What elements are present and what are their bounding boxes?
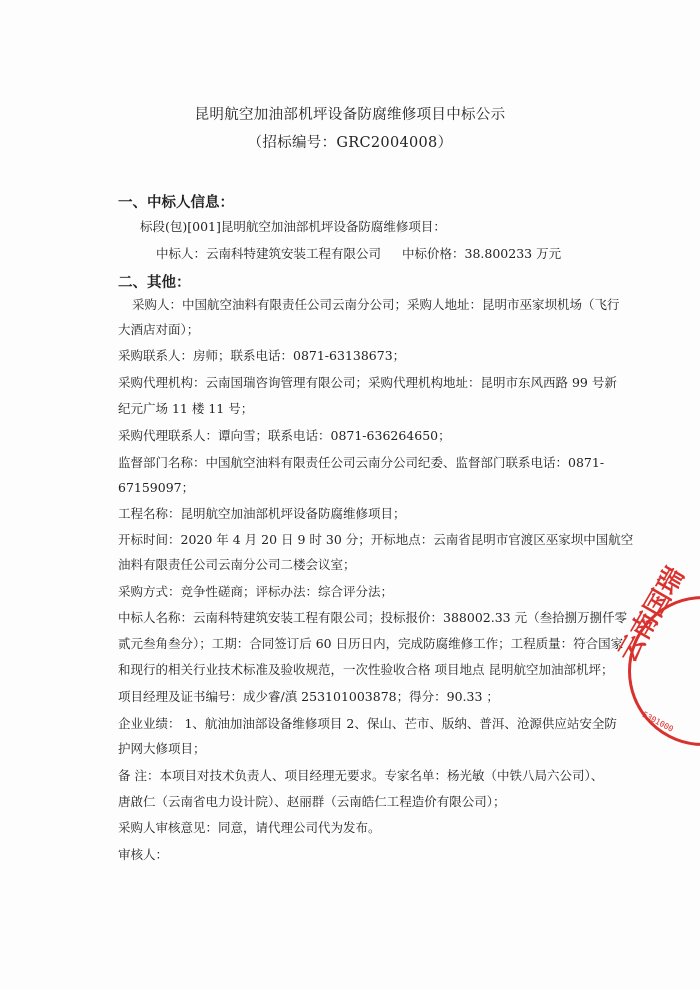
lot-line: 标段(包)[001]昆明航空加油部机坪设备防腐维修项目： (140, 219, 446, 234)
body-line: 采购联系人：房师；联系电话：0871-63138673； (118, 348, 406, 363)
official-seal-number: 5301000 (640, 710, 675, 734)
official-seal-text: 云南国瑞 (612, 562, 691, 668)
body-line: 大酒店对面）； (118, 322, 200, 337)
body-line: 采购人审核意见：同意，请代理公司代为发布。 (118, 820, 381, 835)
document-subtitle: （招标编号：GRC2004008） (247, 135, 453, 151)
section-heading-winner: 一、中标人信息： (118, 195, 234, 211)
body-line: 采购代理机构：云南国瑞咨询管理有限公司；采购代理机构地址：昆明市东风西路 99 号新 (118, 375, 617, 390)
body-line: 监督部门名称：中国航空油料有限责任公司云南分公司纪委、监督部门联系电话：0871- (118, 455, 605, 470)
price-line: 中标价格：38.800233 万元 (402, 246, 562, 261)
body-line: 开标时间：2020 年 4 月 20 日 9 时 30 分；开标地点：云南省昆明市官渡区巫家坝中国航空 (118, 532, 634, 547)
body-line: 护网大修项目； (118, 741, 206, 756)
body-line: 纪元广场 11 楼 11 号； (118, 401, 254, 416)
body-line: 67159097； (118, 480, 195, 495)
body-line: 采购代理联系人：谭向雪；联系电话：0871-636264650； (118, 428, 451, 443)
body-line: 唐啟仁（云南省电力设计院）、赵丽群（云南皓仁工程造价有限公司）； (118, 794, 506, 809)
body-line: 采购人：中国航空油料有限责任公司云南分公司；采购人地址：昆明市巫家坝机场（飞行 (132, 297, 620, 312)
body-line: 和现行的相关行业技术标准及验收规范，一次性验收合格 项目地点 昆明航空加油部机坪； (118, 662, 614, 677)
body-line: 中标人名称：云南科特建筑安装工程有限公司；投标报价：388002.33 元（叁拾捌万捌仟零 (118, 610, 628, 625)
body-line: 企业业绩： 1、航油加油部设备维修项目 2、保山、芒市、版纳、普洱、沧源供应站安全防 (118, 716, 617, 731)
document-title: 昆明航空加油部机坪设备防腐维修项目中标公示 (194, 107, 506, 123)
body-line: 工程名称：昆明航空加油部机坪设备防腐维修项目； (118, 506, 406, 521)
body-line: 备 注：本项目对技术负责人、项目经理无要求。专家名单：杨光敏（中铁八局六公司）、 (118, 768, 604, 783)
body-line: 采购方式：竞争性磋商；评标办法：综合评分法； (118, 584, 394, 599)
body-line: 审核人： (118, 847, 169, 862)
body-line: 项目经理及证书编号：成少睿/滇 253101003878；得分：90.33 ； (118, 689, 499, 704)
body-line: 贰元叁角叁分）；工期：合同签订后 60 日历日内，完成防腐维修工作；工程质量：符合国家 (118, 636, 624, 651)
section-heading-other: 二、其他： (118, 275, 191, 291)
body-line: 油料有限责任公司云南分公司二楼会议室； (118, 557, 356, 572)
winner-line: 中标人：云南科特建筑安装工程有限公司 (156, 246, 382, 261)
